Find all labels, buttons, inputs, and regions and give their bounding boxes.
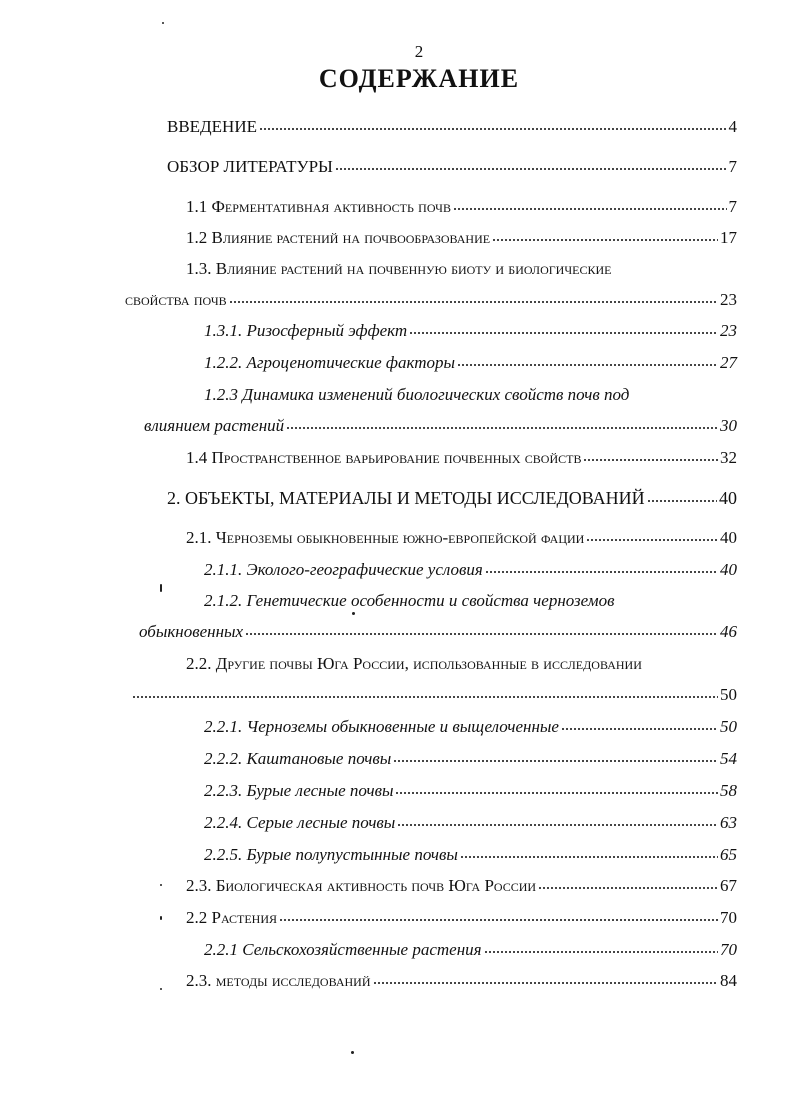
toc-label: 2.2.5. Бурые полупустынные почвы [204,845,458,864]
toc-label: 2.2.3. Бурые лесные почвы [204,781,394,800]
toc-page-number: 46 [720,622,737,641]
toc-page-number: 27 [720,353,737,372]
toc-label: 2.2.1 Сельскохозяйственные растения [204,940,482,959]
toc-page-number: 4 [728,117,737,136]
toc-page-number: 40 [719,488,737,508]
toc-entry-2-2-line1: 2.2. Другие почвы Юга России, использованные в исследовании [186,654,642,673]
toc-entry-1-3[interactable] [125,288,737,312]
toc-entry-1-2-2[interactable] [204,351,737,375]
toc-page-number: 67 [720,876,737,895]
toc-entry-2-2-1-crops[interactable] [204,938,737,962]
toc-page-number: 23 [720,290,737,309]
toc-entry-review[interactable] [167,155,737,179]
scan-speck [351,1051,354,1054]
toc-leader-dots [373,982,719,984]
toc-leader-dots [583,459,718,461]
toc-entry-chapter-2[interactable] [167,486,737,510]
toc-page-number: 84 [720,971,737,990]
toc-page-number: 30 [720,416,737,435]
toc-entry-2-3[interactable] [186,874,737,898]
toc-page-number: 50 [720,717,737,736]
toc-entry-2-1-2-line1: 2.1.2. Генетические особенности и свойства черноземов [204,591,615,610]
toc-label: 1.2.2. Агроценотические факторы [204,353,456,372]
scan-speck [162,22,164,24]
toc-leader-dots [647,500,717,502]
toc-label: 2.2.1. Черноземы обыкновенные и выщелоченные [204,717,559,736]
toc-label: ОБЗОР ЛИТЕРАТУРЫ [167,157,333,176]
toc-entry-1-3-1[interactable] [204,319,737,343]
toc-page-number: 32 [720,448,737,467]
toc-entry-2-2-5[interactable] [204,843,737,867]
toc-entry-2-2-plants[interactable] [186,906,737,930]
toc-leader-dots [561,728,718,730]
toc-label: 2.2.2. Каштановые почвы [204,749,392,768]
toc-leader-dots [259,128,727,130]
toc-page-number: 70 [720,940,737,959]
toc-leader-dots [492,239,718,241]
toc-entry-1-2-3[interactable] [144,414,737,438]
toc-leader-dots [457,364,718,366]
toc-leader-dots [484,951,718,953]
toc-label: 2.1.1. Эколого-географические условия [204,560,483,579]
toc-leader-dots [245,633,718,635]
toc-leader-dots [460,856,718,858]
toc-label: 2.1. Черноземы обыкновенные южно-европейской фации [186,528,585,547]
scan-speck [160,884,162,886]
toc-leader-dots [397,824,718,826]
toc-entry-1-4[interactable] [186,446,737,470]
toc-entry-2-2[interactable] [130,683,737,707]
toc-page-number: 63 [720,813,737,832]
scan-speck [160,988,162,990]
toc-label: влиянием растений [144,416,285,435]
toc-entry-1-2-3-line1: 1.2.3 Динамика изменений биологических свойств почв под [204,385,630,404]
toc-page-number: 23 [720,321,737,340]
scan-speck [160,916,162,920]
toc-entry-1-3-line1: 1.3. Влияние растений на почвенную биоту и биологические [186,259,612,278]
toc-label: обыкновенных [139,622,244,641]
toc-entry-2-1-2[interactable] [139,620,737,644]
toc-entry-2-2-1[interactable] [204,715,737,739]
toc-entry-2-1-1[interactable] [204,558,737,582]
toc-label: 2.2 Растения [186,908,278,927]
toc-entry-intro[interactable] [167,115,737,139]
toc-label: 2. ОБЪЕКТЫ, МАТЕРИАЛЫ И МЕТОДЫ ИССЛЕДОВАНИЙ [167,488,645,508]
toc-label: 1.3.1. Ризосферный эффект [204,321,408,340]
toc-leader-dots [286,427,718,429]
toc-page-number: 40 [720,528,737,547]
scan-speck [352,612,355,615]
toc-entry-2-3-methods[interactable] [186,969,737,993]
toc-page-number: 17 [720,228,737,247]
toc-entry-2-2-2[interactable] [204,747,737,771]
toc-page-number: 54 [720,749,737,768]
toc-page-number: 58 [720,781,737,800]
toc-entry-1-2[interactable] [186,226,737,250]
toc-page-number: 7 [728,157,737,176]
toc-leader-dots [132,696,718,698]
toc-leader-dots [485,571,718,573]
page-title: СОДЕРЖАНИЕ [318,64,520,93]
toc-label: 2.3. методы исследований [186,971,371,990]
toc-leader-dots [335,168,727,170]
toc-entry-2-1[interactable] [186,526,737,550]
toc-leader-dots [586,539,718,541]
toc-page-number: 50 [720,685,737,704]
toc-page-number: 40 [720,560,737,579]
toc-leader-dots [453,208,727,210]
toc-label: 1.2 Влияние растений на почвообразование [186,228,491,247]
toc-label: 2.3. Биологическая активность почв Юга России [186,876,537,895]
toc-page-number: 7 [728,197,737,216]
toc-leader-dots [393,760,718,762]
toc-page-number: 65 [720,845,737,864]
toc-leader-dots [395,792,718,794]
scan-speck [160,584,162,592]
toc-label: 1.4 Пространственное варьирование почвенных свойств [186,448,582,467]
toc-label: свойства почв [125,290,227,309]
toc-leader-dots [409,332,718,334]
toc-label: 2.2.4. Серые лесные почвы [204,813,396,832]
page-number: 2 [414,42,424,61]
toc-entry-1-1[interactable] [186,195,737,219]
toc-entry-2-2-4[interactable] [204,811,737,835]
toc-entry-2-2-3[interactable] [204,779,737,803]
toc-leader-dots [229,301,718,303]
toc-leader-dots [279,919,718,921]
toc-label: 1.1 Ферментативная активность почв [186,197,451,216]
toc-leader-dots [538,887,718,889]
toc-page-number: 70 [720,908,737,927]
toc-label: ВВЕДЕНИЕ [167,117,257,136]
